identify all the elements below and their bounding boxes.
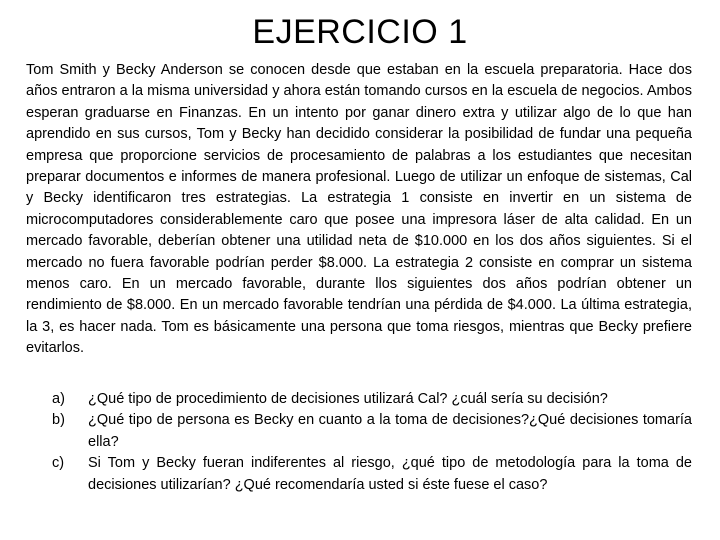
question-c: [26, 453, 692, 496]
exercise-paragraph: Tom Smith y Becky Anderson se conocen desde que estaban en la escuela preparatoria. Hace dos años entraron a la misma universidad y ahora están tomando cursos en la escuela de negocios. Ambos esperan graduarse en Finanzas. En un intento por ganar dinero extra y utilizar algo de lo que han aprendido en sus cursos, Tom y Becky han decidido considerar la posibilidad de fundar una pequeña empresa que proporcione servicios de procesamiento de palabras a los estudiantes que necesitan preparar documentos e informes de manera profesional. Luego de utilizar un enfoque de sistemas, Cal y Becky identificaron tres estrategias. La estrategia 1 consiste en invertir en un sistema de microcomputadores considerablemente caro que posee una impresora láser de alta calidad. En un mercado favorable, deberían obtener una utilidad neta de $10.000 en los dos años siguientes. Si el mercado no fuera favorable podrían perder $8.000. La estrategia 2 consiste en comprar un sistema menos caro. En un mercado favorable, durante llos siguientes dos años podrían obtener un rendimiento de $8.000. En un mercado favorable tendrían una pérdida de $4.000. La última estrategia, la 3, es hacer nada. Tom es básicamente una persona que toma riesgos, mientras que Becky prefiere evitarlos.: [26, 62, 692, 357]
question-marker: a): [52, 391, 65, 407]
question-list: [26, 389, 692, 496]
question-a: [26, 389, 692, 410]
question-b: [26, 410, 692, 453]
slide-title: EJERCICIO 1: [252, 13, 468, 51]
question-marker: b): [52, 412, 65, 429]
question-text: Si Tom y Becky fueran indiferentes al riesgo, ¿qué tipo de metodología para la toma de decisiones utilizarían? ¿Qué recomendaría usted si éste fuese el caso?: [88, 455, 692, 493]
question-text: ¿Qué tipo de procedimiento de decisiones utilizará Cal? ¿cuál sería su decisión?: [88, 391, 608, 407]
question-marker: c): [52, 455, 65, 472]
question-text: ¿Qué tipo de persona es Becky en cuanto a la toma de decisiones?¿Qué decisiones tomaría ella?: [88, 412, 692, 450]
